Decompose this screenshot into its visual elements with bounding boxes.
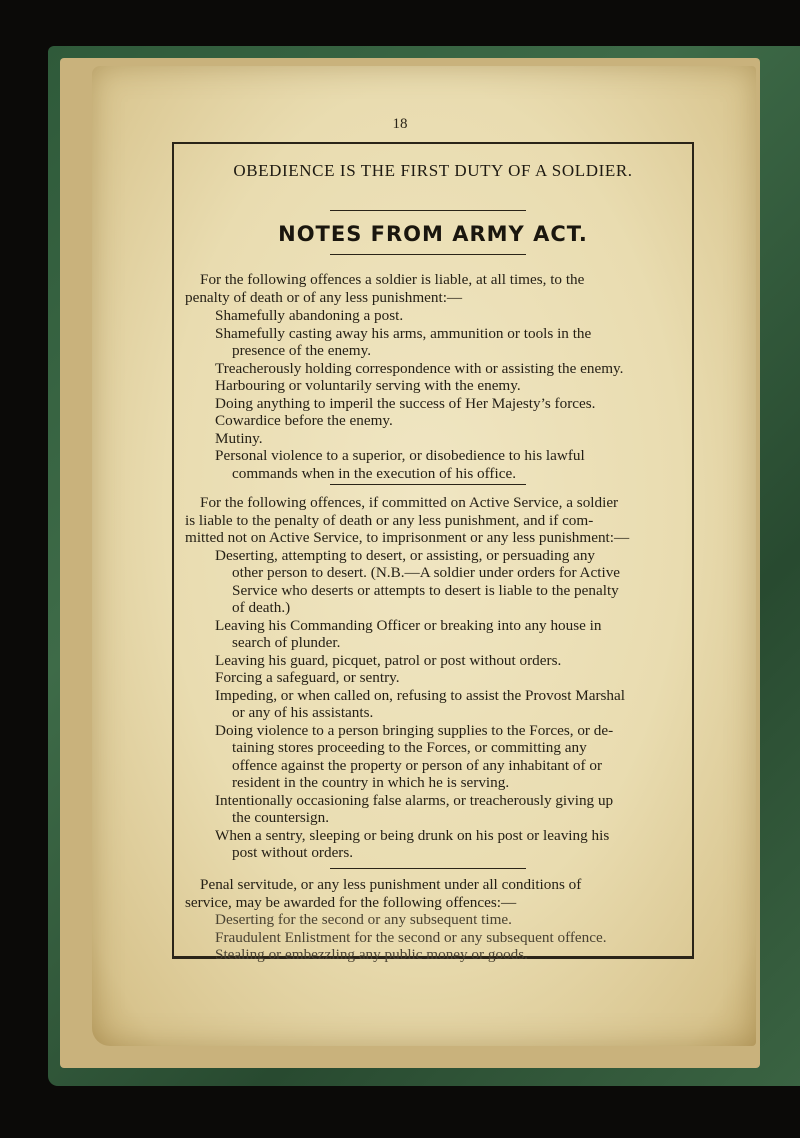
offence-item: Deserting for the second or any subsequent time. <box>215 911 512 928</box>
section2-intro-line: For the following offences, if committed on Active Service, a soldier <box>200 494 619 511</box>
offence-item: commands when in the execution of his office. <box>232 465 516 482</box>
offence-item: post without orders. <box>232 844 354 861</box>
offence-item: taining stores proceeding to the Forces, or committing any <box>232 739 587 756</box>
offence-item: Forcing a safeguard, or sentry. <box>215 669 400 686</box>
offence-item: Service who deserts or attempts to desert is liable to the penalty <box>232 582 619 599</box>
section-title: NOTES FROM ARMY ACT. <box>278 222 588 246</box>
divider-top <box>330 210 526 211</box>
section2-intro-line: is liable to the penalty of death or any less punishment, and if com- <box>185 512 594 529</box>
offence-item: Doing anything to imperil the success of Her Majesty’s forces. <box>215 395 596 412</box>
offence-item: Leaving his Commanding Officer or breaking into any house in <box>215 617 602 634</box>
offence-item: Harbouring or voluntarily serving with the enemy. <box>215 377 521 394</box>
offence-item: Personal violence to a superior, or disobedience to his lawful <box>215 447 585 464</box>
divider-section1 <box>330 484 526 485</box>
offence-item: Treacherously holding correspondence with or assisting the enemy. <box>215 360 624 377</box>
offence-item: resident in the country in which he is serving. <box>232 774 510 791</box>
offence-item: Shamefully casting away his arms, ammunition or tools in the <box>215 325 592 342</box>
page-number: 18 <box>392 116 408 132</box>
section3-intro-line: service, may be awarded for the following offences:— <box>185 894 517 911</box>
section2-intro-line: mitted not on Active Service, to imprisonment or any less punishment:— <box>185 529 630 546</box>
offence-item: offence against the property or person of any inhabitant of or <box>232 757 603 774</box>
offence-item: Impeding, or when called on, refusing to assist the Provost Marshal <box>215 687 625 704</box>
offence-item: When a sentry, sleeping or being drunk on his post or leaving his <box>215 827 610 844</box>
offence-item: of death.) <box>232 599 291 616</box>
offence-item: the countersign. <box>232 809 330 826</box>
offence-item: presence of the enemy. <box>232 342 372 359</box>
offence-item: search of plunder. <box>232 634 341 651</box>
offence-item: Doing violence to a person bringing supplies to the Forces, or de- <box>215 722 614 739</box>
divider-section2 <box>330 868 526 869</box>
section1-intro-line: penalty of death or of any less punishment:— <box>185 289 463 306</box>
offence-item: or any of his assistants. <box>232 704 374 721</box>
offence-item: other person to desert. (N.B.—A soldier under orders for Active <box>232 564 621 581</box>
offence-item: Shamefully abandoning a post. <box>215 307 404 324</box>
section1-intro-line: For the following offences a soldier is liable, at all times, to the <box>200 271 585 288</box>
offence-item: Mutiny. <box>215 430 263 447</box>
section3-intro-line: Penal servitude, or any less punishment under all conditions of <box>200 876 582 893</box>
offence-item: Fraudulent Enlistment for the second or any subsequent offence. <box>215 929 607 946</box>
offence-item: Stealing or embezzling any public money or goods. <box>215 946 528 963</box>
offence-item: Cowardice before the enemy. <box>215 412 393 429</box>
offence-item: Intentionally occasioning false alarms, or treacherously giving up <box>215 792 614 809</box>
offence-item: Deserting, attempting to desert, or assisting, or persuading any <box>215 547 596 564</box>
offence-item: Leaving his guard, picquet, patrol or post without orders. <box>215 652 562 669</box>
page-heading: OBEDIENCE IS THE FIRST DUTY OF A SOLDIER. <box>233 161 633 180</box>
divider-title <box>330 254 526 255</box>
